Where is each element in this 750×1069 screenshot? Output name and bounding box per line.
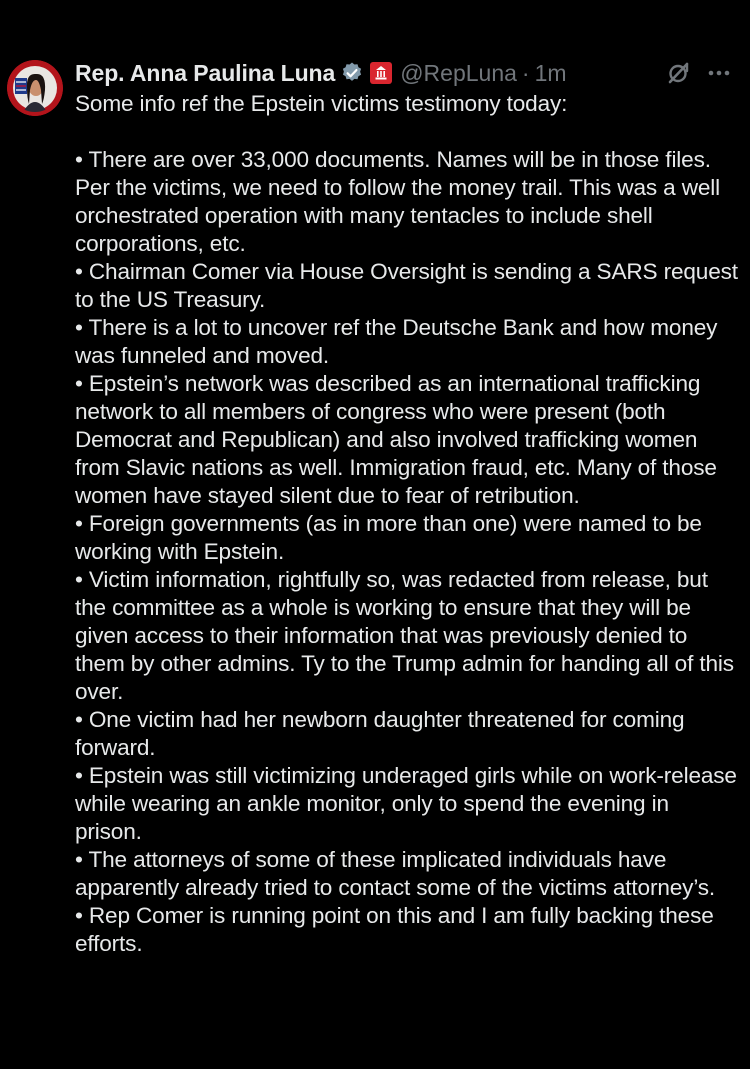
bullet-item: • Epstein’s network was described as an international trafficking network to all members of congress who were present (both Democrat and Republican) and also involved trafficking women from Slavic nations as well. Immigration fraud, etc. Many of those women have stayed silent due to fear of retribution. bbox=[75, 371, 717, 508]
avatar[interactable] bbox=[7, 60, 63, 116]
author-handle[interactable]: @RepLuna bbox=[400, 59, 517, 86]
author-display-name[interactable]: Rep. Anna Paulina Luna bbox=[75, 59, 336, 86]
bullet-item: • There are over 33,000 documents. Names will be in those files. Per the victims, we need to follow the money trail. This was a well orchestrated operation with many tentacles to include shell corporations, etc. bbox=[75, 147, 721, 256]
bullet-item: • Victim information, rightfully so, was redacted from release, but the committee as a whole is working to ensure that they will be given access to their information that was previously denied to them by other admins. Ty to the Trump admin for handing all of this over. bbox=[75, 567, 734, 704]
tweet-timestamp[interactable]: 1m bbox=[534, 59, 567, 86]
bullet-item: • Foreign governments (as in more than one) were named to be working with Epstein. bbox=[75, 511, 702, 564]
bullet-item: • Rep Comer is running point on this and I am fully backing these efforts. bbox=[75, 903, 714, 956]
tweet-header bbox=[75, 58, 732, 88]
government-affiliate-icon[interactable] bbox=[370, 62, 392, 84]
header-actions bbox=[666, 60, 732, 86]
bullet-item: • The attorneys of some of these implicated individuals have apparently already tried to contact some of the victims attorney’s. bbox=[75, 847, 716, 900]
bullet-item: • One victim had her newborn daughter threatened for coming forward. bbox=[75, 707, 685, 760]
tweet-intro: Some info ref the Epstein victims testimony today: bbox=[75, 91, 568, 116]
grok-icon[interactable] bbox=[666, 60, 692, 86]
bullet-item: • Epstein was still victimizing underaged girls while on work-release while wearing an ankle monitor, only to spend the evening in prison. bbox=[75, 763, 737, 844]
bullet-item: • There is a lot to uncover ref the Deutsche Bank and how money was funneled and moved. bbox=[75, 315, 718, 368]
verified-badge-icon[interactable] bbox=[340, 61, 364, 85]
tweet-bullet-list bbox=[75, 146, 740, 958]
avatar-image bbox=[7, 60, 63, 116]
tweet-text bbox=[75, 90, 740, 958]
more-options-icon[interactable] bbox=[706, 60, 732, 86]
header-separator: · bbox=[521, 59, 530, 86]
bullet-item: • Chairman Comer via House Oversight is sending a SARS request to the US Treasury. bbox=[75, 259, 738, 312]
